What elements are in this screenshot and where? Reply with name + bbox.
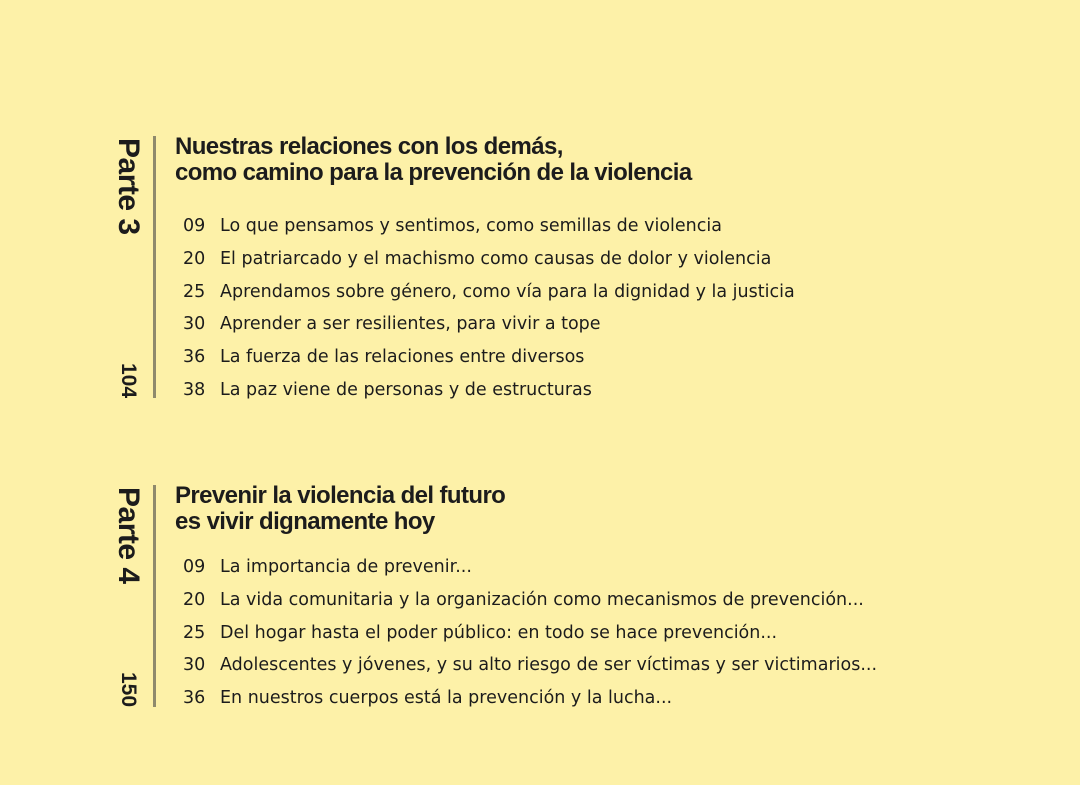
toc-entry[interactable]: [183, 584, 963, 617]
toc-entry[interactable]: [183, 682, 963, 715]
toc-entry-title: La fuerza de las relaciones entre diversos: [220, 347, 585, 368]
toc-entry-number: 30: [183, 655, 206, 676]
toc-entry[interactable]: [183, 551, 963, 584]
vertical-divider: [153, 485, 156, 707]
toc-entry-number: 36: [183, 688, 206, 709]
toc-entry-title: Adolescentes y jóvenes, y su alto riesgo de ser víctimas y ser victimarios...: [220, 655, 878, 676]
toc-list: [183, 210, 963, 407]
toc-entry-number: 25: [183, 281, 206, 302]
toc-entry[interactable]: [183, 308, 963, 341]
toc-entry[interactable]: [183, 210, 963, 243]
vertical-divider: [153, 136, 156, 398]
toc-entry-title: Lo que pensamos y sentimos, como semillas de violencia: [220, 216, 722, 236]
toc-entry-number: 20: [183, 248, 206, 269]
toc-entry-title: La importancia de prevenir...: [220, 557, 472, 577]
part-label: Parte 4: [112, 487, 145, 584]
toc-entry[interactable]: [183, 276, 963, 309]
toc-entry-number: 25: [183, 622, 206, 643]
section-title-line: Prevenir la violencia del futuro: [175, 482, 506, 509]
toc-entry-number: 09: [183, 216, 206, 236]
toc-entry[interactable]: [183, 243, 963, 276]
toc-entry[interactable]: [183, 374, 963, 407]
toc-entry-number: 38: [183, 379, 206, 400]
toc-entry-title: La paz viene de personas y de estructuras: [220, 379, 592, 400]
toc-entry-title: Aprender a ser resilientes, para vivir a tope: [220, 314, 601, 335]
toc-section-part-4: [0, 483, 1080, 707]
section-title-line: como camino para la prevención de la violencia: [175, 159, 692, 186]
toc-entry-title: En nuestros cuerpos está la prevención y la lucha...: [220, 688, 673, 709]
toc-entry[interactable]: [183, 341, 963, 374]
part-sidebar: [108, 134, 148, 398]
section-title-line: es vivir dignamente hoy: [175, 508, 435, 535]
toc-entry-title: El patriarcado y el machismo como causas de dolor y violencia: [220, 248, 772, 269]
toc-entry[interactable]: [183, 649, 963, 682]
toc-list: [183, 551, 963, 715]
part-sidebar: [108, 483, 148, 707]
section-title: [175, 134, 935, 186]
section-title-line: Nuestras relaciones con los demás,: [175, 133, 563, 160]
part-page-number: 150: [117, 671, 140, 707]
toc-entry-number: 09: [183, 557, 206, 577]
section-title: [175, 483, 935, 535]
toc-entry[interactable]: [183, 617, 963, 650]
part-label: Parte 3: [112, 138, 145, 235]
toc-entry-title: Del hogar hasta el poder público: en todo se hace prevención...: [220, 622, 778, 643]
toc-entry-title: Aprendamos sobre género, como vía para la dignidad y la justicia: [220, 281, 795, 302]
toc-entry-title: La vida comunitaria y la organización como mecanismos de prevención...: [220, 589, 864, 610]
toc-entry-number: 36: [183, 347, 206, 368]
toc-entry-number: 30: [183, 314, 206, 335]
toc-entry-number: 20: [183, 589, 206, 610]
part-page-number: 104: [117, 362, 140, 398]
toc-section-part-3: [0, 134, 1080, 398]
